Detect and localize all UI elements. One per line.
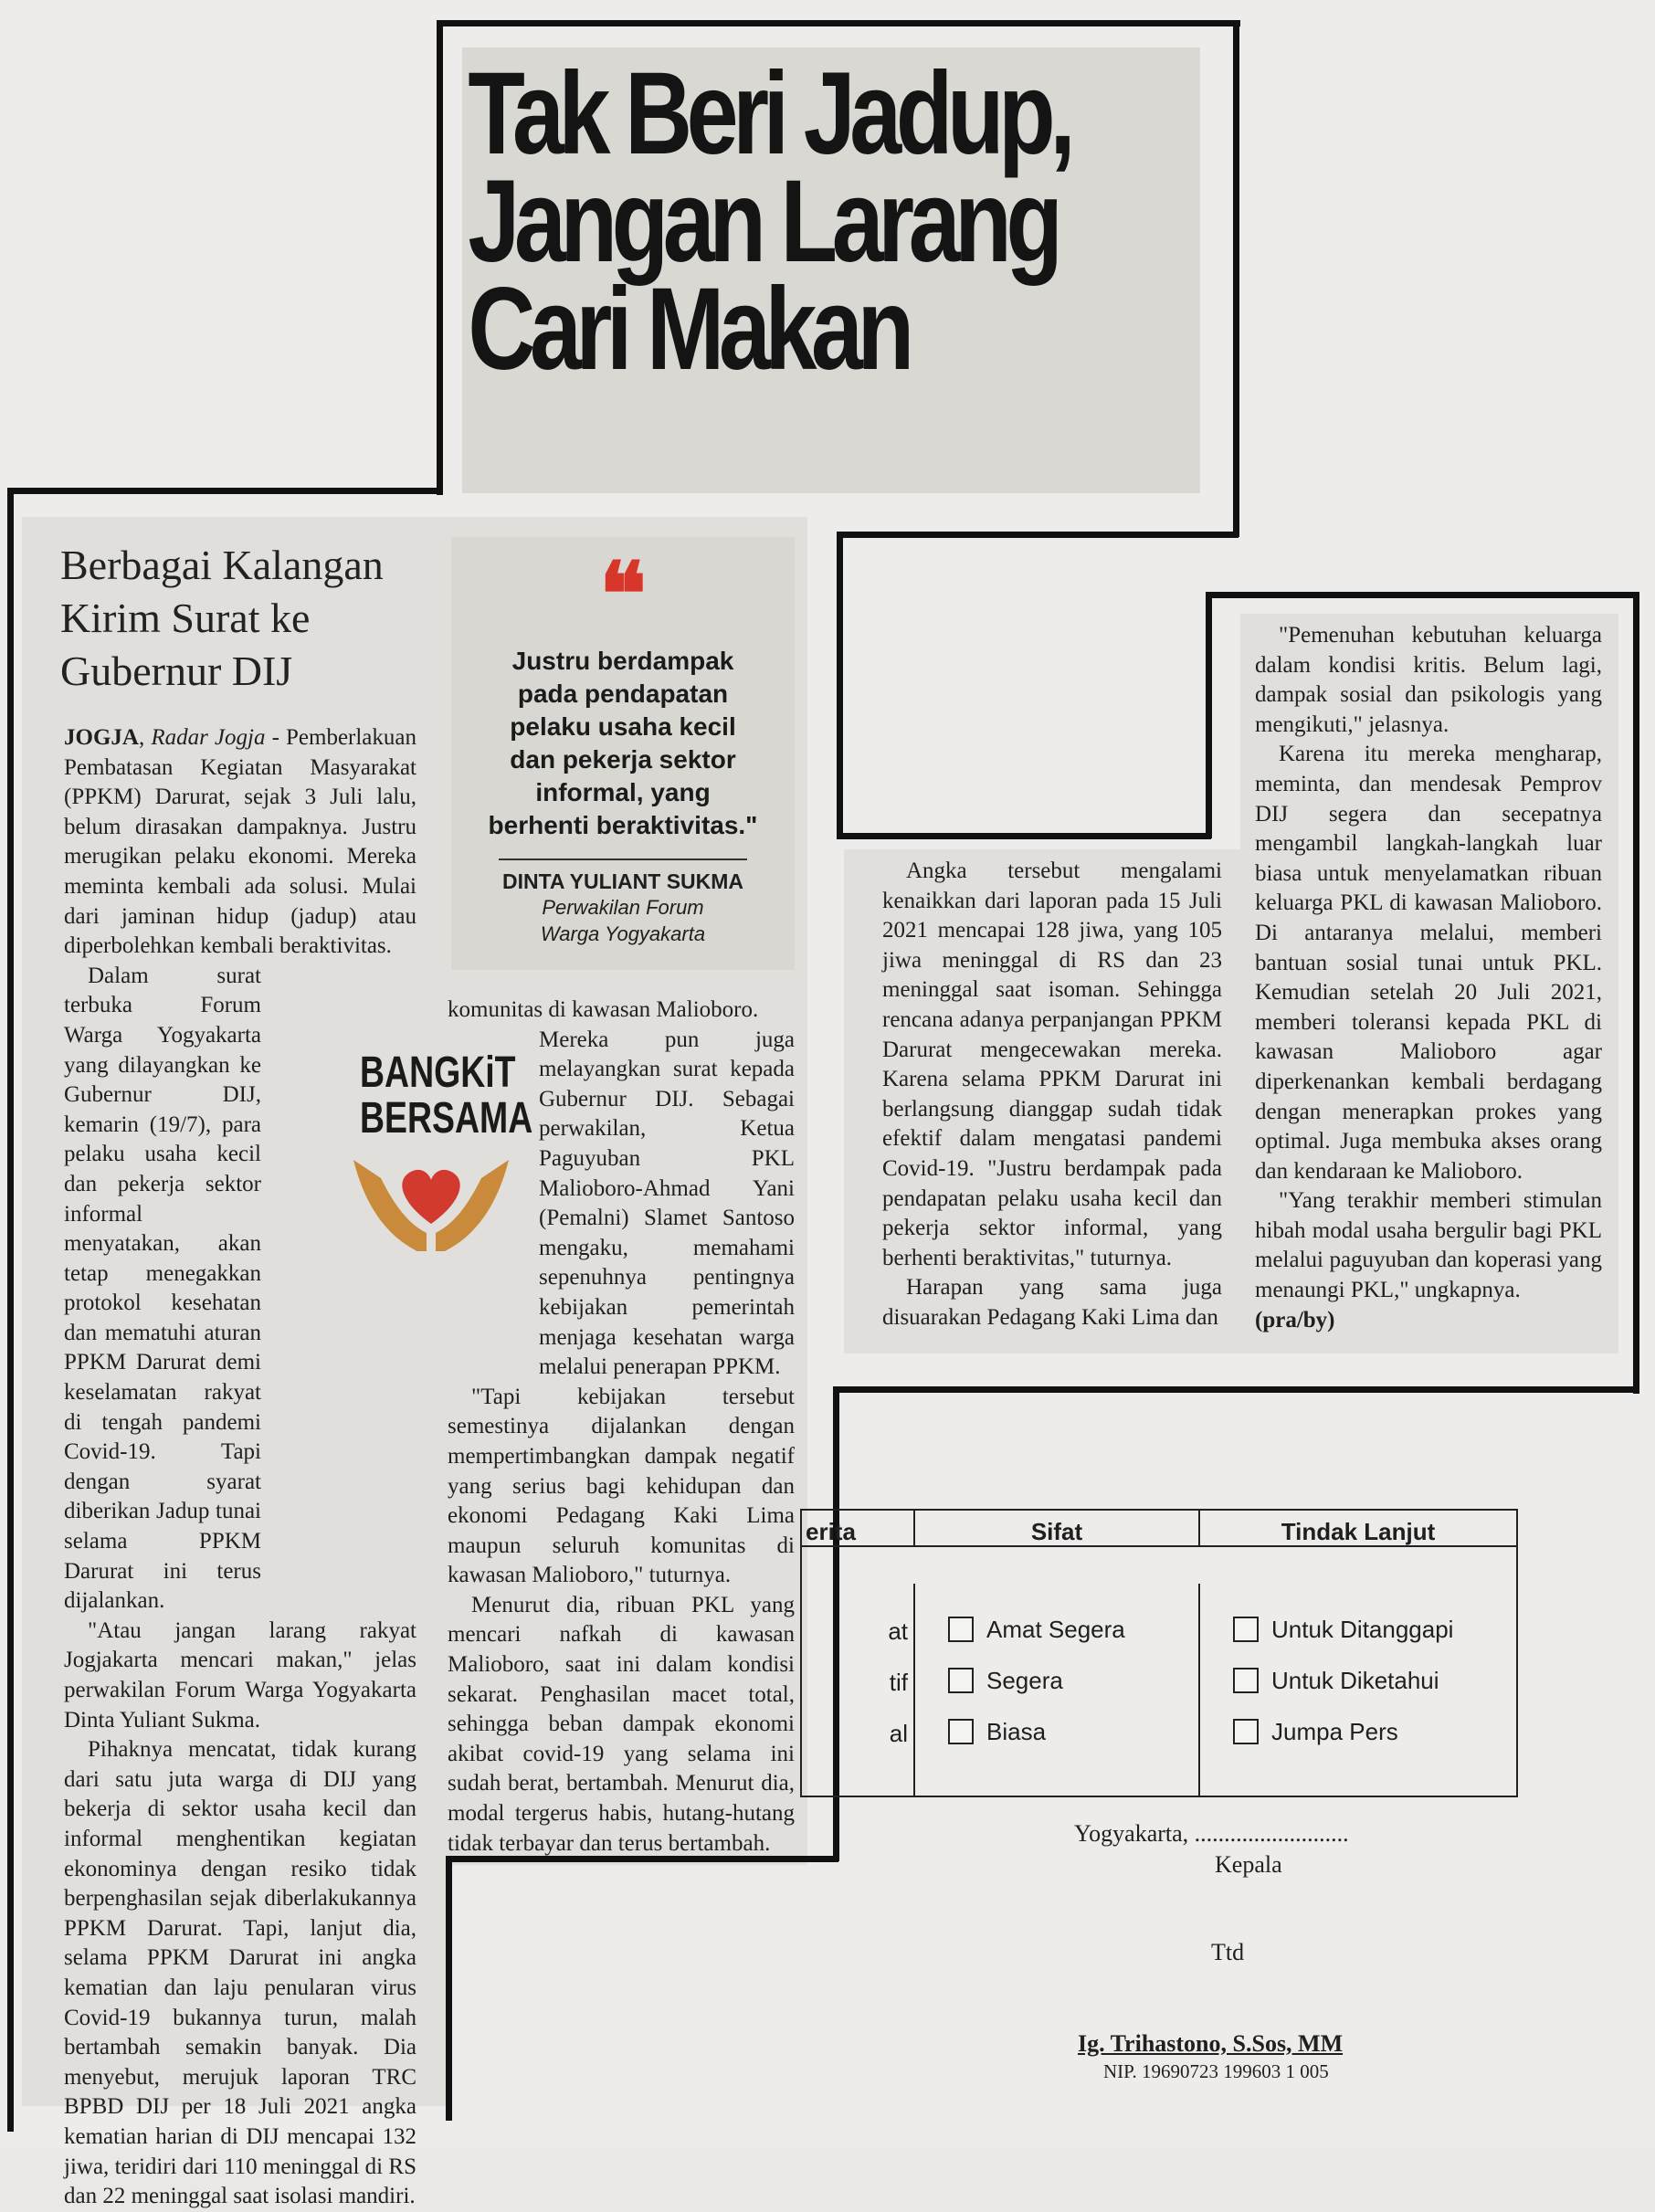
table-header-sifat: Sifat	[915, 1511, 1200, 1547]
frame-line	[833, 1386, 1639, 1393]
paragraph: "Tapi kebijakan tersebut semestinya dijalankan dengan mempertimbangkan dampak negatif yang serius bagi kehidupan dan ekonomi Pedagang Kaki Lima maupun seluruh komunitas di kawasan Malioboro," tuturnya.	[448, 1384, 795, 1588]
option-label: Untuk Ditanggapi	[1271, 1615, 1454, 1643]
pull-quote	[451, 537, 795, 970]
lead-paragraph: JOGJA, Radar Jogja - Pemberlakuan Pembatasan Kegiatan Masyarakat (PPKM) Darurat, sejak 3 Juli lalu, belum dirasakan dampaknya. Justru merugikan pelaku ekonomi. Mereka meminta kembali ada solusi. Mulai dari jaminan hidup (jadup) atau diperbolehkan kembali beraktivitas.	[64, 725, 417, 959]
option-label: Biasa	[986, 1717, 1047, 1745]
berita-row: tif	[889, 1668, 908, 1696]
signature-place-date: Yogyakarta, ..........................	[1074, 1820, 1349, 1847]
paragraph: Harapan yang sama juga disuarakan Pedagang Kaki Lima dan	[882, 1275, 1222, 1330]
signature-name: Ig. Trihastono, S.Sos, MM	[1078, 2030, 1344, 2057]
source-name: Radar Jogja	[151, 725, 266, 750]
frame-line	[446, 1856, 452, 2121]
dateline: JOGJA	[64, 725, 139, 750]
berita-cell	[802, 1584, 915, 1796]
quote-mark-icon: ❝	[599, 546, 647, 644]
frame-line	[437, 20, 1240, 26]
option-biasa[interactable]	[948, 1706, 1198, 1757]
headline-block	[462, 47, 1200, 493]
signature-ttd: Ttd	[1211, 1939, 1245, 1965]
lead-text: - Pemberlakuan Pembatasan Kegiatan Masyarakat (PPKM) Darurat, sejak 3 Juli lalu, belum dirasakan dampaknya. Justru merugikan pelaku ekonomi. Mereka meminta kembali ada solusi. Mulai dari jaminan hidup (jadup) atau diperbolehkan kembali beraktivitas.	[64, 725, 417, 959]
option-label: Untuk Diketahui	[1271, 1666, 1439, 1694]
sifat-cell	[915, 1584, 1200, 1796]
byline-credit: (pra/by)	[1255, 1307, 1335, 1332]
option-label: Segera	[986, 1666, 1063, 1694]
frame-line	[7, 488, 14, 2132]
checkbox[interactable]	[1233, 1617, 1259, 1642]
quote-author-role-2: Warga Yogyakarta	[540, 922, 706, 945]
disposition-table	[800, 1509, 1518, 1797]
frame-line	[446, 1856, 838, 1862]
berita-row: at	[888, 1617, 908, 1645]
option-untuk-ditanggapi[interactable]	[1233, 1604, 1516, 1655]
frame-line	[7, 488, 442, 494]
credit	[1255, 1306, 1602, 1336]
headline	[462, 47, 1070, 395]
frame-line	[1206, 595, 1212, 838]
article-column-3	[882, 857, 1222, 1333]
paragraph: "Pemenuhan kebutuhan keluarga dalam kondisi kritis. Belum lagi, dampak sosial dan psikologis yang mengikuti," jelasnya.	[1255, 623, 1602, 737]
quote-divider	[499, 858, 747, 860]
option-label: Jumpa Pers	[1271, 1717, 1398, 1745]
table-header-berita: erita	[802, 1511, 915, 1547]
logo-line-2: BERSAMA	[360, 1094, 533, 1143]
subheadline: Berbagai Kalangan Kirim Surat ke Gubernur DIJ	[60, 542, 384, 694]
signature-role: Kepala	[1215, 1851, 1282, 1878]
paragraph: "Yang terakhir memberi stimulan hibah modal usaha bergulir bagi PKL melalui paguyuban dan koperasi yang menaungi PKL," ungkapnya.	[1255, 1188, 1602, 1303]
paragraph: Karena itu mereka mengharap, meminta, dan mendesak Pemprov DIJ segera dan secepatnya mengambil langkah-langkah luar biasa untuk menyelamatkan ribuan keluarga PKL di kawasan Malioboro. Di antaranya melalui, memberi bantuan sosial tunai untuk PKL. Kemudian setelah 20 Juli 2021, memberi toleransi kepada PKL di kawasan Malioboro agar diperkenankan kembali berdagang dengan menerapkan prokes yang optimal. Juga membuka akses orang dan kendaraan ke Malioboro.	[1255, 742, 1602, 1184]
paragraph: Menurut dia, ribuan PKL yang mencari nafkah di kawasan Malioboro, saat ini dalam kondisi sekarat. Penghasilan macet total, sehingga beban dampak ekonomi akibat covid-19 yang selama ini sudah berat, bertambah. Menurut dia, modal tergerus habis, hutang-hutang tidak terbayar dan terus bertambah.	[448, 1592, 795, 1856]
paragraph: Pihaknya mencatat, tidak kurang dari satu juta warga di DIJ yang bekerja di sektor usaha kecil dan informal menghentikan kegiatan ekonominya dengan resiko tidak berpenghasilan sejak diberlakukannya PPKM Darurat. Tapi, lanjut dia, selama PPKM Darurat ini angka kematian dan laju penularan virus Covid-19 bukannya turun, malah bertambah semakin banyak. Dia menyebut, merujuk laporan TRC BPBD DIJ per 18 Juli 2021 angka kematian harian di DIJ mencapai 132 jiwa, teridiri dari 110 meninggal di RS dan 22 meninggal saat isolasi mandiri.	[64, 1737, 416, 2209]
paragraph: Angka tersebut mengalami kenaikkan dari laporan pada 15 Juli 2021 mencapai 128 jiwa, yang 105 jiwa meninggal di RS dan 23 meninggal saat isoman. Sehingga rencana adanya perpanjangan PPKM Darurat mengecewakan mereka. Karena selama PPKM Darurat ini berlangsung dianggap sudah tidak efektif dalam mengatasi pandemi Covid-19. "Justru berdampak pada pendapatan pelaku usaha kecil dan pekerja sektor informal, yang berhenti beraktivitas," tuturnya.	[882, 858, 1222, 1270]
checkbox[interactable]	[948, 1617, 974, 1642]
paragraph: komunitas di kawasan Malioboro.	[448, 997, 759, 1022]
quote-author-role-1: Perwakilan Forum	[542, 896, 704, 919]
headline-line-2: Jangan Larang	[468, 156, 1058, 287]
frame-line	[1233, 20, 1239, 537]
headline-line-1: Tak Beri Jadup,	[468, 48, 1070, 179]
frame-line	[837, 532, 843, 838]
paragraph: Mereka pun juga melayangkan surat kepada Gubernur DIJ. Sebagai perwakilan, Ketua Paguyuban PKL Malioboro-Ahmad Yani (Pemalni) Slamet Santoso mengaku, memahami sepenuhnya pentingnya kebijakan pemerintah menjaga kesehatan warga melalui penerapan PPKM.	[539, 1027, 795, 1380]
table-header-tindak-lanjut: Tindak Lanjut	[1200, 1511, 1516, 1547]
frame-line	[437, 20, 443, 495]
frame-line	[1206, 592, 1639, 598]
article-column-2	[448, 995, 795, 1859]
article-column-1	[64, 723, 416, 2212]
headline-line-3: Cari Makan	[468, 264, 909, 395]
option-amat-segera[interactable]	[948, 1604, 1198, 1655]
option-label: Amat Segera	[986, 1615, 1125, 1643]
option-untuk-diketahui[interactable]	[1233, 1655, 1516, 1706]
logo-line-1: BANGKiT	[360, 1048, 516, 1097]
frame-line	[837, 532, 1239, 538]
quote-author: DINTA YULIANT SUKMA	[501, 869, 744, 893]
checkbox[interactable]	[1233, 1668, 1259, 1693]
checkbox[interactable]	[1233, 1719, 1259, 1744]
quote-text: Justru berdampak pada pendapatan pelaku usaha kecil dan pekerja sektor informal, yang berhenti beraktivitas."	[488, 647, 758, 839]
signature-nip: NIP. 19690723 199603 1 005	[1103, 2060, 1329, 2082]
paragraph: "Atau jangan larang rakyat Jogjakarta mencari makan," jelas perwakilan Forum Warga Yogyakarta Dinta Yuliant Sukma.	[64, 1617, 416, 1733]
option-segera[interactable]	[948, 1655, 1198, 1706]
option-jumpa-pers[interactable]	[1233, 1706, 1516, 1757]
checkbox[interactable]	[948, 1668, 974, 1693]
paragraph: Dalam surat terbuka Forum Warga Yogyakarta yang dilayangkan ke Gubernur DIJ, kemarin (19/7), para pelaku usaha kecil dan pekerja sektor informal menyatakan, akan tetap menegakkan protokol kesehatan dan mematuhi aturan PPKM Darurat demi keselamatan rakyat di tengah pandemi Covid-19. Tapi dengan syarat diberikan Jadup tunai selama PPKM Darurat ini terus dijalankan.	[64, 963, 261, 1614]
frame-line	[837, 833, 1211, 839]
checkbox[interactable]	[948, 1719, 974, 1744]
berita-row: al	[889, 1719, 908, 1747]
frame-line	[1633, 592, 1639, 1394]
article-column-4	[1255, 621, 1602, 1335]
tindak-lanjut-cell	[1200, 1584, 1516, 1796]
